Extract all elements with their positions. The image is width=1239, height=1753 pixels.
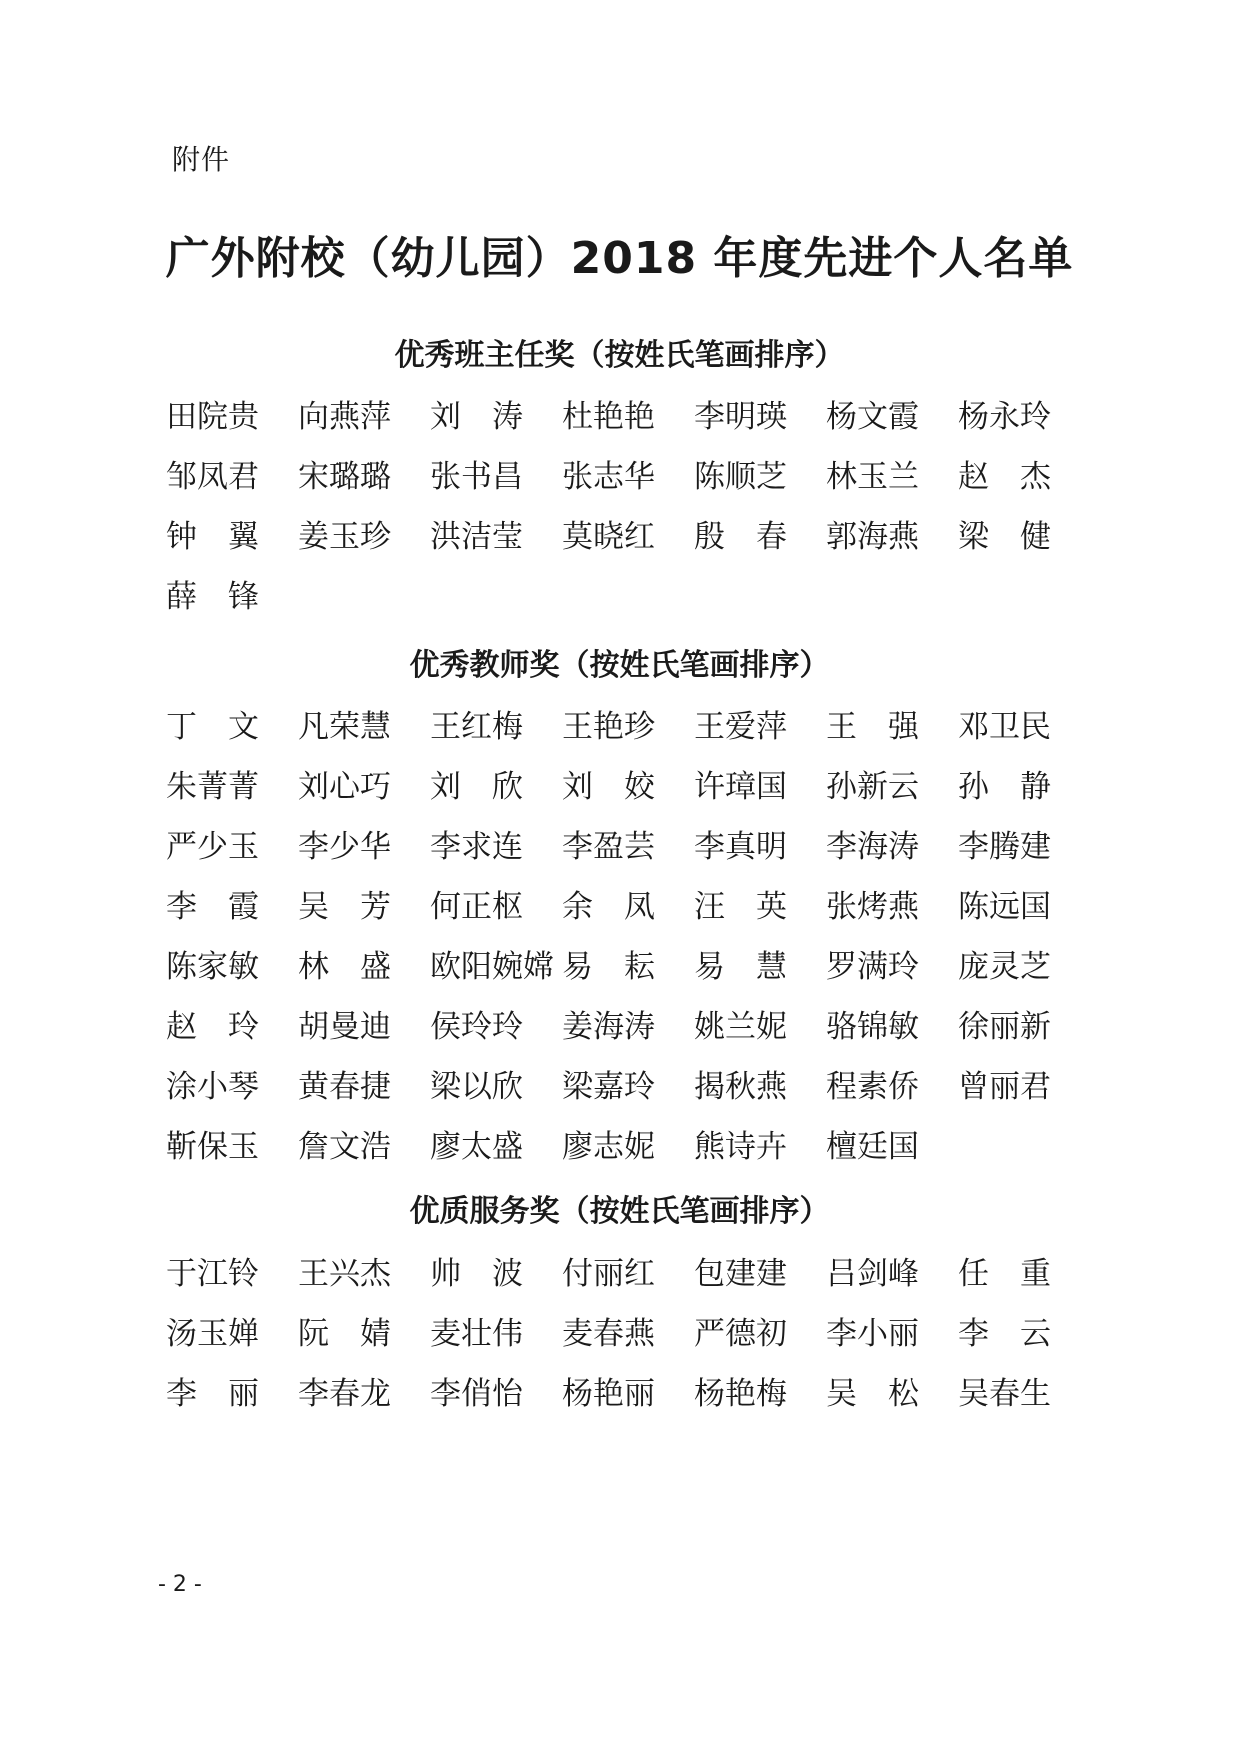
person-name: 林玉兰	[826, 458, 919, 495]
person-name: 孙新云	[826, 768, 919, 805]
section-title-head-teacher: 优秀班主任奖（按姓氏笔画排序）	[394, 338, 845, 373]
person-name: 熊诗卉	[694, 1128, 787, 1165]
person-name: 莫晓红	[562, 518, 655, 555]
person-name: 靳保玉	[166, 1128, 259, 1165]
person-name: 田院贵	[166, 398, 259, 435]
person-name: 李春龙	[298, 1375, 391, 1412]
person-name: 刘 姣	[562, 768, 655, 805]
person-name: 邹凤君	[166, 458, 259, 495]
person-name: 林 盛	[298, 948, 391, 985]
head-teacher-name-list	[166, 383, 1086, 623]
person-name: 杨永玲	[958, 398, 1051, 435]
person-name: 徐丽新	[958, 1008, 1051, 1045]
person-name: 杨艳梅	[694, 1375, 787, 1412]
person-name: 邓卫民	[958, 708, 1051, 745]
person-name: 张烤燕	[826, 888, 919, 925]
person-name: 陈顺芝	[694, 458, 787, 495]
person-name: 涂小琴	[166, 1068, 259, 1105]
page-number: - 2 -	[158, 1572, 202, 1597]
person-name: 张书昌	[430, 458, 523, 495]
attachment-label: 附件	[172, 143, 231, 176]
person-name: 檀廷国	[826, 1128, 919, 1165]
person-name: 李俏怡	[430, 1375, 523, 1412]
person-name: 薛 锋	[166, 578, 259, 615]
person-name: 李 云	[958, 1315, 1051, 1352]
person-name: 余 凤	[562, 888, 655, 925]
person-name: 刘心巧	[298, 768, 391, 805]
person-name: 洪洁莹	[430, 518, 523, 555]
person-name: 李明瑛	[694, 398, 787, 435]
quality-service-name-list	[166, 1240, 1086, 1420]
person-name: 王 强	[826, 708, 919, 745]
person-name: 刘 涛	[430, 398, 523, 435]
person-name: 李 丽	[166, 1375, 259, 1412]
person-name: 任 重	[958, 1255, 1051, 1292]
person-name: 易 慧	[694, 948, 787, 985]
person-name: 王红梅	[430, 708, 523, 745]
person-name: 阮 婧	[298, 1315, 391, 1352]
person-name: 孙 静	[958, 768, 1051, 805]
excellent-teacher-name-list	[166, 693, 1086, 1173]
person-name: 梁以欣	[430, 1068, 523, 1105]
person-name: 梁 健	[958, 518, 1051, 555]
person-name: 詹文浩	[298, 1128, 391, 1165]
person-name: 黄春捷	[298, 1068, 391, 1105]
person-name: 李小丽	[826, 1315, 919, 1352]
person-name: 麦壮伟	[430, 1315, 523, 1352]
person-name: 付丽红	[562, 1255, 655, 1292]
person-name: 程素侨	[826, 1068, 919, 1105]
person-name: 吴 芳	[298, 888, 391, 925]
person-name: 杜艳艳	[562, 398, 655, 435]
person-name: 吕剑峰	[826, 1255, 919, 1292]
document-title: 广外附校（幼儿园）2018 年度先进个人名单	[165, 233, 1074, 284]
person-name: 严德初	[694, 1315, 787, 1352]
person-name: 殷 春	[694, 518, 787, 555]
person-name: 严少玉	[166, 828, 259, 865]
person-name: 刘 欣	[430, 768, 523, 805]
person-name: 凡荣慧	[298, 708, 391, 745]
person-name: 朱菁菁	[166, 768, 259, 805]
person-name: 胡曼迪	[298, 1008, 391, 1045]
person-name: 麦春燕	[562, 1315, 655, 1352]
person-name: 帅 波	[430, 1255, 523, 1292]
person-name: 赵 玲	[166, 1008, 259, 1045]
person-name: 丁 文	[166, 708, 259, 745]
person-name: 王爱萍	[694, 708, 787, 745]
person-name: 李少华	[298, 828, 391, 865]
person-name: 姜玉珍	[298, 518, 391, 555]
person-name: 梁嘉玲	[562, 1068, 655, 1105]
person-name: 陈远国	[958, 888, 1051, 925]
person-name: 吴春生	[958, 1375, 1051, 1412]
person-name: 于江铃	[166, 1255, 259, 1292]
person-name: 李 霞	[166, 888, 259, 925]
person-name: 罗满玲	[826, 948, 919, 985]
person-name: 李求连	[430, 828, 523, 865]
person-name: 汪 英	[694, 888, 787, 925]
person-name: 李海涛	[826, 828, 919, 865]
person-name: 廖太盛	[430, 1128, 523, 1165]
person-name: 钟 翼	[166, 518, 259, 555]
person-name: 向燕萍	[298, 398, 391, 435]
section-title-excellent-teacher: 优秀教师奖（按姓氏笔画排序）	[409, 648, 830, 683]
person-name: 姚兰妮	[694, 1008, 787, 1045]
person-name: 陈家敏	[166, 948, 259, 985]
person-name: 欧阳婉嫦	[430, 948, 554, 985]
person-name: 李腾建	[958, 828, 1051, 865]
person-name: 骆锦敏	[826, 1008, 919, 1045]
person-name: 王艳珍	[562, 708, 655, 745]
person-name: 庞灵芝	[958, 948, 1051, 985]
person-name: 包建建	[694, 1255, 787, 1292]
person-name: 揭秋燕	[694, 1068, 787, 1105]
person-name: 曾丽君	[958, 1068, 1051, 1105]
person-name: 李真明	[694, 828, 787, 865]
section-title-quality-service: 优质服务奖（按姓氏笔画排序）	[409, 1194, 830, 1229]
person-name: 易 耘	[562, 948, 655, 985]
person-name: 许璋国	[694, 768, 787, 805]
person-name: 杨文霞	[826, 398, 919, 435]
person-name: 何正枢	[430, 888, 523, 925]
person-name: 吴 松	[826, 1375, 919, 1412]
person-name: 侯玲玲	[430, 1008, 523, 1045]
person-name: 汤玉婵	[166, 1315, 259, 1352]
person-name: 李盈芸	[562, 828, 655, 865]
person-name: 姜海涛	[562, 1008, 655, 1045]
person-name: 赵 杰	[958, 458, 1051, 495]
person-name: 廖志妮	[562, 1128, 655, 1165]
person-name: 王兴杰	[298, 1255, 391, 1292]
person-name: 张志华	[562, 458, 655, 495]
person-name: 宋璐璐	[298, 458, 391, 495]
person-name: 郭海燕	[826, 518, 919, 555]
person-name: 杨艳丽	[562, 1375, 655, 1412]
